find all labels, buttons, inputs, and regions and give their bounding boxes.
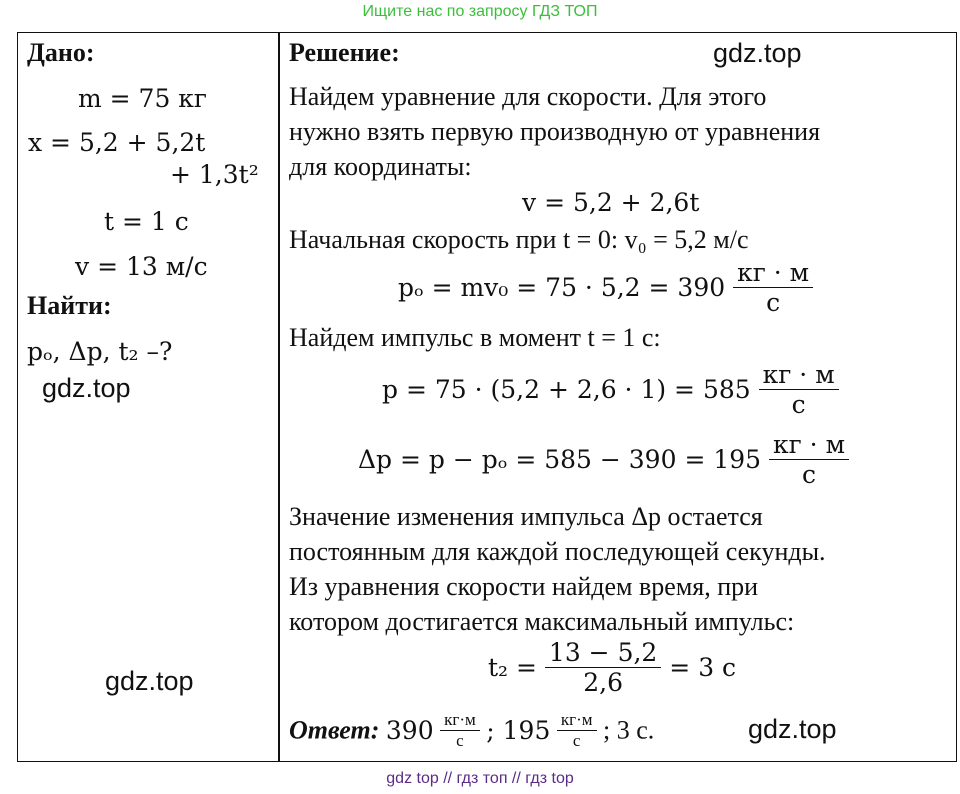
p-equation-text: p = 75 · (5,2 + 2,6 · 1) = 585	[382, 375, 751, 404]
unit-fraction	[733, 258, 813, 317]
answer-unit-fraction	[440, 710, 480, 751]
solution-text-line: Найдем импульс в момент t = 1 с:	[289, 323, 661, 352]
answer-tail: ; 3 с.	[603, 715, 655, 745]
answer-unit-fraction	[557, 710, 597, 751]
answer-unit-denominator: с	[456, 731, 464, 750]
unit-denominator: с	[766, 288, 781, 317]
solution-text-line: Значение изменения импульса Δp остается	[289, 502, 763, 531]
solution-text-line: для координаты:	[289, 152, 472, 181]
answer-label: Ответ:	[289, 715, 380, 745]
answer-unit-numerator: кг·м	[557, 710, 597, 731]
given-heading: Дано:	[27, 38, 95, 67]
watermark: gdz.top	[105, 666, 194, 696]
answer-line	[289, 710, 654, 751]
t2-denominator: 2,6	[583, 668, 624, 697]
solution-text-line: постоянным для каждой последующей секунды.	[289, 537, 826, 566]
t2-numerator: 13 − 5,2	[545, 638, 661, 668]
t2-right: = 3 с	[669, 653, 737, 682]
unknowns: pₒ, Δp, t₂ –?	[27, 337, 173, 366]
dp-equation-text: Δp = p − pₒ = 585 − 390 = 195	[358, 445, 762, 474]
time-equation: t = 1 с	[104, 207, 189, 236]
coordinate-equation-continued: + 1,3t²	[170, 160, 259, 189]
coordinate-equation: x = 5,2 + 5,2t	[28, 128, 206, 157]
answer-unit-numerator: кг·м	[440, 710, 480, 731]
column-divider	[278, 32, 280, 762]
initial-speed-line: Начальная скорость при t = 0: v₀ = 5,2 м/с	[289, 225, 749, 254]
unit-numerator: кг · м	[759, 360, 839, 390]
unit-denominator: с	[802, 460, 817, 489]
solution-text-line: Из уравнения скорости найдем время, при	[289, 572, 759, 601]
p-equation	[382, 360, 839, 419]
velocity-equation: v = 5,2 + 2,6t	[522, 188, 700, 217]
dp-equation	[358, 430, 849, 489]
footer-banner: gdz top // гдз топ // гдз top	[386, 770, 574, 787]
watermark: gdz.top	[42, 373, 131, 403]
header-banner: Ищите нас по запросу ГДЗ ТОП	[362, 3, 598, 20]
unit-denominator: с	[791, 390, 806, 419]
p0-equation	[398, 258, 813, 317]
watermark: gdz.top	[713, 38, 802, 68]
watermark: gdz.top	[748, 714, 837, 744]
solution-text-line: котором достигается максимальный импульс:	[289, 607, 795, 636]
answer-value-390: 390	[385, 716, 434, 745]
unit-numerator: кг · м	[733, 258, 813, 288]
unit-numerator: кг · м	[769, 430, 849, 460]
t2-fraction	[545, 638, 661, 697]
t2-equation	[488, 638, 736, 697]
unit-fraction	[759, 360, 839, 419]
mass-equation: m = 75 кг	[78, 84, 208, 113]
answer-unit-denominator: с	[572, 731, 581, 750]
find-heading: Найти:	[27, 291, 112, 320]
answer-value-195: ; 195	[486, 716, 551, 745]
solution-text-line: Найдем уравнение для скорости. Для этого	[289, 82, 767, 111]
unit-fraction	[769, 430, 849, 489]
solution-text-line: нужно взять первую производную от уравнения	[289, 117, 821, 146]
speed-equation: v = 13 м/с	[75, 252, 208, 281]
p0-equation-text: pₒ = mv₀ = 75 · 5,2 = 390	[398, 273, 726, 302]
solution-heading: Решение:	[289, 38, 400, 67]
t2-left: t₂ =	[488, 653, 537, 682]
